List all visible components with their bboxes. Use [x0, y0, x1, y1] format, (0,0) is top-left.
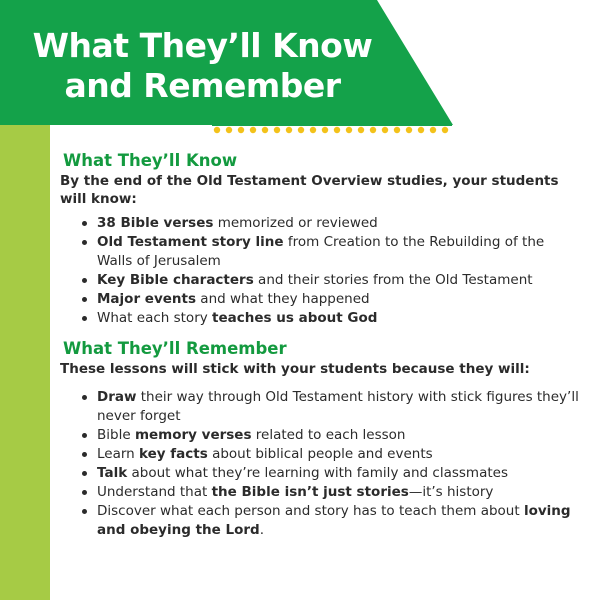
divider-dot: [406, 127, 412, 133]
list-item-emphasis: Key Bible characters: [97, 272, 254, 288]
divider-dot: [286, 127, 292, 133]
divider-dot: [418, 127, 424, 133]
divider-dot: [346, 127, 352, 133]
list-item-emphasis: the Bible isn’t just stories: [211, 484, 409, 500]
divider-dot: [250, 127, 256, 133]
know-list: [60, 214, 580, 328]
list-item-text: —it’s history: [408, 484, 494, 500]
list-item: [60, 426, 580, 445]
list-item-emphasis: Talk: [97, 465, 128, 481]
remember-heading: What They’ll Remember: [63, 339, 287, 358]
list-item-text: and what they happened: [196, 291, 370, 307]
divider-dot: [298, 127, 304, 133]
divider-dot: [430, 127, 436, 133]
list-item: [60, 388, 580, 426]
list-item: [60, 271, 580, 290]
list-item: [60, 445, 580, 464]
know-heading: What They’ll Know: [63, 151, 238, 170]
list-item-emphasis: Major events: [97, 291, 197, 307]
list-item-text: Bible: [97, 427, 135, 443]
remember-section: [60, 338, 580, 540]
list-item-emphasis: teaches us about God: [212, 310, 378, 326]
page-title-line-1: What They’ll Know: [32, 26, 373, 65]
list-item: [60, 464, 580, 483]
remember-list: [60, 388, 580, 540]
divider-dot: [394, 127, 400, 133]
list-item: [60, 214, 580, 233]
list-item-text: about biblical people and events: [207, 446, 433, 462]
divider-dot: [382, 127, 388, 133]
list-item: [60, 309, 580, 328]
divider-dot: [226, 127, 232, 133]
divider-dot: [214, 127, 220, 133]
main-content: [60, 150, 580, 540]
page-title-line-2: and Remember: [64, 66, 341, 105]
title-banner: [0, 0, 600, 125]
list-item-text: .: [259, 522, 264, 538]
list-item: [60, 483, 580, 502]
divider-dot: [322, 127, 328, 133]
list-item-emphasis: Draw: [97, 389, 137, 405]
list-item: [60, 290, 580, 309]
divider-dot: [262, 127, 268, 133]
list-item-emphasis: Old Testament story line: [97, 234, 284, 250]
divider-dot: [358, 127, 364, 133]
page-title: [0, 26, 405, 106]
list-item-text: about what they’re learning with family and classmates: [127, 465, 508, 481]
divider-dot: [310, 127, 316, 133]
list-item-text: What each story: [97, 310, 213, 326]
list-item: [60, 502, 580, 540]
list-item-text: from Creation to the Rebuilding of the Walls of Jerusalem: [97, 234, 545, 269]
list-item-emphasis: memory verses: [134, 427, 252, 443]
divider-dot: [238, 127, 244, 133]
divider-dot: [334, 127, 340, 133]
remember-intro: These lessons will stick with your students because they will:: [60, 361, 530, 377]
list-item-text: memorized or reviewed: [213, 215, 378, 231]
divider-dot: [274, 127, 280, 133]
list-item-text: their way through Old Testament history with stick figures they’ll never forget: [97, 389, 579, 424]
list-item-text: Learn: [97, 446, 140, 462]
list-item: [60, 233, 580, 271]
dot-divider: [212, 124, 452, 136]
know-intro: By the end of the Old Testament Overview studies, your students will know:: [60, 173, 559, 207]
list-item-text: related to each lesson: [251, 427, 406, 443]
list-item-text: Understand that: [97, 484, 212, 500]
list-item-text: Discover what each person and story has to teach them about: [97, 503, 524, 519]
list-item-emphasis: 38 Bible verses: [97, 215, 214, 231]
list-item-text: and their stories from the Old Testament: [253, 272, 533, 288]
list-item-emphasis: loving and obeying the Lord: [97, 503, 571, 538]
know-section: [60, 150, 580, 328]
list-item-emphasis: key facts: [139, 446, 208, 462]
divider-dot: [370, 127, 376, 133]
divider-dot: [442, 127, 448, 133]
